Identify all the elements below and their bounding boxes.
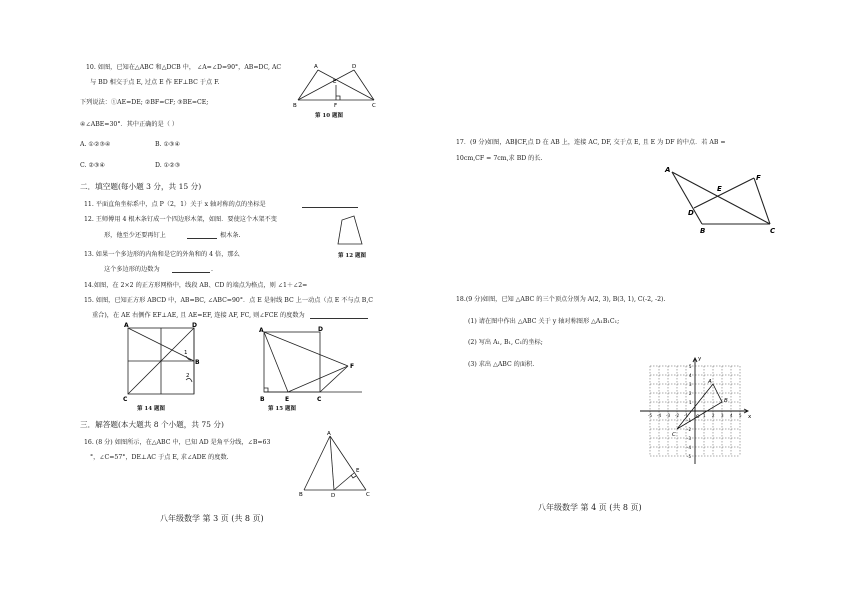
q10-line2: 与 BD 相交于点 E, 过点 E 作 EF⊥BC 于点 F. xyxy=(90,79,220,86)
q16-line1: 16. (8 分) 如图所示，在△ABC 中，已知 AD 是角平分线，∠B=63 xyxy=(84,439,271,446)
x-tick: 4 xyxy=(730,413,733,418)
q18-coordinate-grid xyxy=(636,352,754,470)
q16-figure xyxy=(294,430,376,498)
q18-part1: (1) 请在图中作出 △ABC 关于 y 轴对称图形 △A₁B₁C₁; xyxy=(468,318,620,325)
q16-line2: °，∠C=57°，DE⊥AC 于点 E, 求∠ADE 的度数. xyxy=(90,454,229,461)
grid-point-b: B xyxy=(724,398,728,404)
q10-option-b: B. ①③④ xyxy=(155,141,181,148)
q12-figure xyxy=(332,214,372,248)
q10-option-d: D. ①②③ xyxy=(155,162,181,169)
q15-figure xyxy=(250,322,370,404)
q18-part3: (3) 求出 △ABC 的面积. xyxy=(468,361,535,368)
q14-fig-label-b: B xyxy=(195,359,200,366)
grid-origin-label: O xyxy=(696,415,700,420)
q15-fig-label-b: B xyxy=(260,396,265,403)
q10-option-c: C. ②③④ xyxy=(80,162,106,169)
y-tick: 3 xyxy=(689,382,692,387)
q10-option-a: A. ①②③④ xyxy=(80,141,111,148)
q14-fig-label-c: C xyxy=(123,396,128,402)
q17-fig-label-c: C xyxy=(770,227,776,235)
q12-line2-after: 根木条. xyxy=(220,232,241,239)
q10-fig-label-d: D xyxy=(352,64,357,70)
grid-x-label: x xyxy=(748,414,752,420)
q10-line1: 10. 如图，已知在△ABC 和△DCB 中， ∠A=∠D=90°，AB=DC, AC xyxy=(86,64,282,71)
q14-fig-label-a: A xyxy=(124,322,129,329)
y-tick: -3 xyxy=(687,436,691,441)
q17-fig-label-a: A xyxy=(665,166,671,174)
q16-fig-label-c: C xyxy=(366,492,370,498)
q16-fig-label-d: D xyxy=(331,493,336,498)
x-tick: 5 xyxy=(739,413,742,418)
q10-fig-label-f: F xyxy=(334,103,338,109)
q10-caption: 第 10 题图 xyxy=(315,113,343,119)
section2-title: 二．填空题(每小题 3 分，共 15 分) xyxy=(80,182,202,191)
q18-intro: 18.(9 分)如图，已知 △ABC 的三个顶点分别为 A(2, 3), B(3, 1), C(-2, -2). xyxy=(456,296,666,303)
q10-fig-label-c: C xyxy=(372,103,376,109)
grid-point-a: A xyxy=(708,379,712,385)
x-tick: 3 xyxy=(721,413,724,418)
y-tick: -2 xyxy=(687,427,691,432)
q11-text: 11. 平面直角坐标系中，点 P（2，1）关于 x 轴对称的点的坐标是 xyxy=(84,201,266,208)
q16-fig-label-e: E xyxy=(356,468,360,474)
q14-fig-label-d: D xyxy=(192,322,197,329)
x-tick: 1 xyxy=(703,413,706,418)
q14-figure xyxy=(120,320,204,402)
y-tick: 2 xyxy=(689,391,692,396)
x-tick: -1 xyxy=(684,413,688,418)
q15-fig-label-d: D xyxy=(318,326,323,333)
q14-text: 14.如图，在 2×2 的正方形网格中，线段 AB、CD 的端点为格点，则 ∠1＋∠2= xyxy=(84,282,308,289)
q15-line2: 重合)，在 AE 右侧作 EF⊥AE, 且 AE=EF, 连接 AF, FC, 则∠FCE 的度数为 xyxy=(92,312,305,319)
q15-fig-label-a: A xyxy=(259,327,264,334)
x-tick: -3 xyxy=(666,413,670,418)
right-page-footer: 八年级数学 第 4 页 (共 8 页) xyxy=(538,503,642,512)
q11-answer-blank[interactable] xyxy=(302,201,358,208)
grid-point-c: C xyxy=(672,432,676,438)
q10-line3: 下列说法：①AE=DE; ②BF=CF; ③BE=CE; xyxy=(80,99,209,106)
q12-line1: 12. 王师傅用 4 根木条钉成一个四边形木架，如图．要使这个木架不变 xyxy=(84,216,277,223)
q12-line2-before: 形，他至少还要再钉上 xyxy=(104,232,166,239)
q12-caption: 第 12 题图 xyxy=(338,253,366,259)
q15-fig-label-f: F xyxy=(350,363,355,370)
q15-fig-label-e: E xyxy=(285,396,290,403)
q18-part2: (2) 写出 A₁, B₁, C₁的坐标; xyxy=(468,339,543,346)
q12-answer-blank[interactable] xyxy=(187,232,217,239)
q17-fig-label-d: D xyxy=(688,209,694,217)
q17-line2: 10cm,CF = 7cm,求 BD 的长. xyxy=(456,155,543,162)
q17-fig-label-f: F xyxy=(756,174,761,182)
y-tick: 4 xyxy=(689,373,692,378)
y-tick: 1 xyxy=(689,400,692,405)
x-tick: -2 xyxy=(675,413,679,418)
grid-y-label: y xyxy=(698,356,702,362)
y-tick: -1 xyxy=(687,418,691,423)
q17-line1: 17．(9 分)如图，AB∥CF,点 D 在 AB 上，连接 AC, DF, 交于点 E, 且 E 为 DF 的中点．若 AB = xyxy=(456,139,726,146)
q13-line2-before: 这个多边形的边数为 xyxy=(104,266,160,273)
q13-answer-blank[interactable] xyxy=(172,266,210,273)
q13-line1: 13. 如果一个多边形的内角和是它的外角和的 4 倍，那么 xyxy=(84,251,240,258)
q14-fig-label-2: 2 xyxy=(186,373,190,379)
x-tick: -4 xyxy=(657,413,661,418)
q15-line1: 15. 如图，已知正方形 ABCD 中，AB=BC, ∠ABC=90°．点 E 是射线 BC 上一动点（点 E 不与点 B,C xyxy=(84,297,374,304)
section3-title: 三．解答题(本大题共 8 个小题，共 75 分) xyxy=(80,420,224,429)
y-tick: -4 xyxy=(687,445,691,450)
q10-fig-label-e: E xyxy=(333,79,337,85)
y-tick: 5 xyxy=(689,364,692,369)
q14-caption: 第 14 题图 xyxy=(137,406,165,412)
q14-fig-label-1: 1 xyxy=(184,350,188,356)
q16-fig-label-a: A xyxy=(327,431,331,437)
left-page-footer: 八年级数学 第 3 页 (共 8 页) xyxy=(160,514,264,523)
y-tick: -5 xyxy=(687,454,691,459)
q10-fig-label-b: B xyxy=(293,103,297,109)
q16-fig-label-b: B xyxy=(299,492,303,498)
q17-fig-label-e: E xyxy=(717,185,722,193)
q17-fig-label-b: B xyxy=(700,227,706,235)
q15-caption: 第 15 题图 xyxy=(268,406,296,412)
q10-line4: ④∠ABE=30°．其中正确的是（ ） xyxy=(80,121,179,128)
q15-answer-blank[interactable] xyxy=(310,312,368,319)
q17-figure xyxy=(658,160,784,236)
x-tick: 2 xyxy=(712,413,715,418)
q10-fig-label-a: A xyxy=(314,64,318,70)
q13-period: . xyxy=(211,266,213,273)
q15-fig-label-c: C xyxy=(317,396,322,403)
x-tick: -5 xyxy=(648,413,652,418)
